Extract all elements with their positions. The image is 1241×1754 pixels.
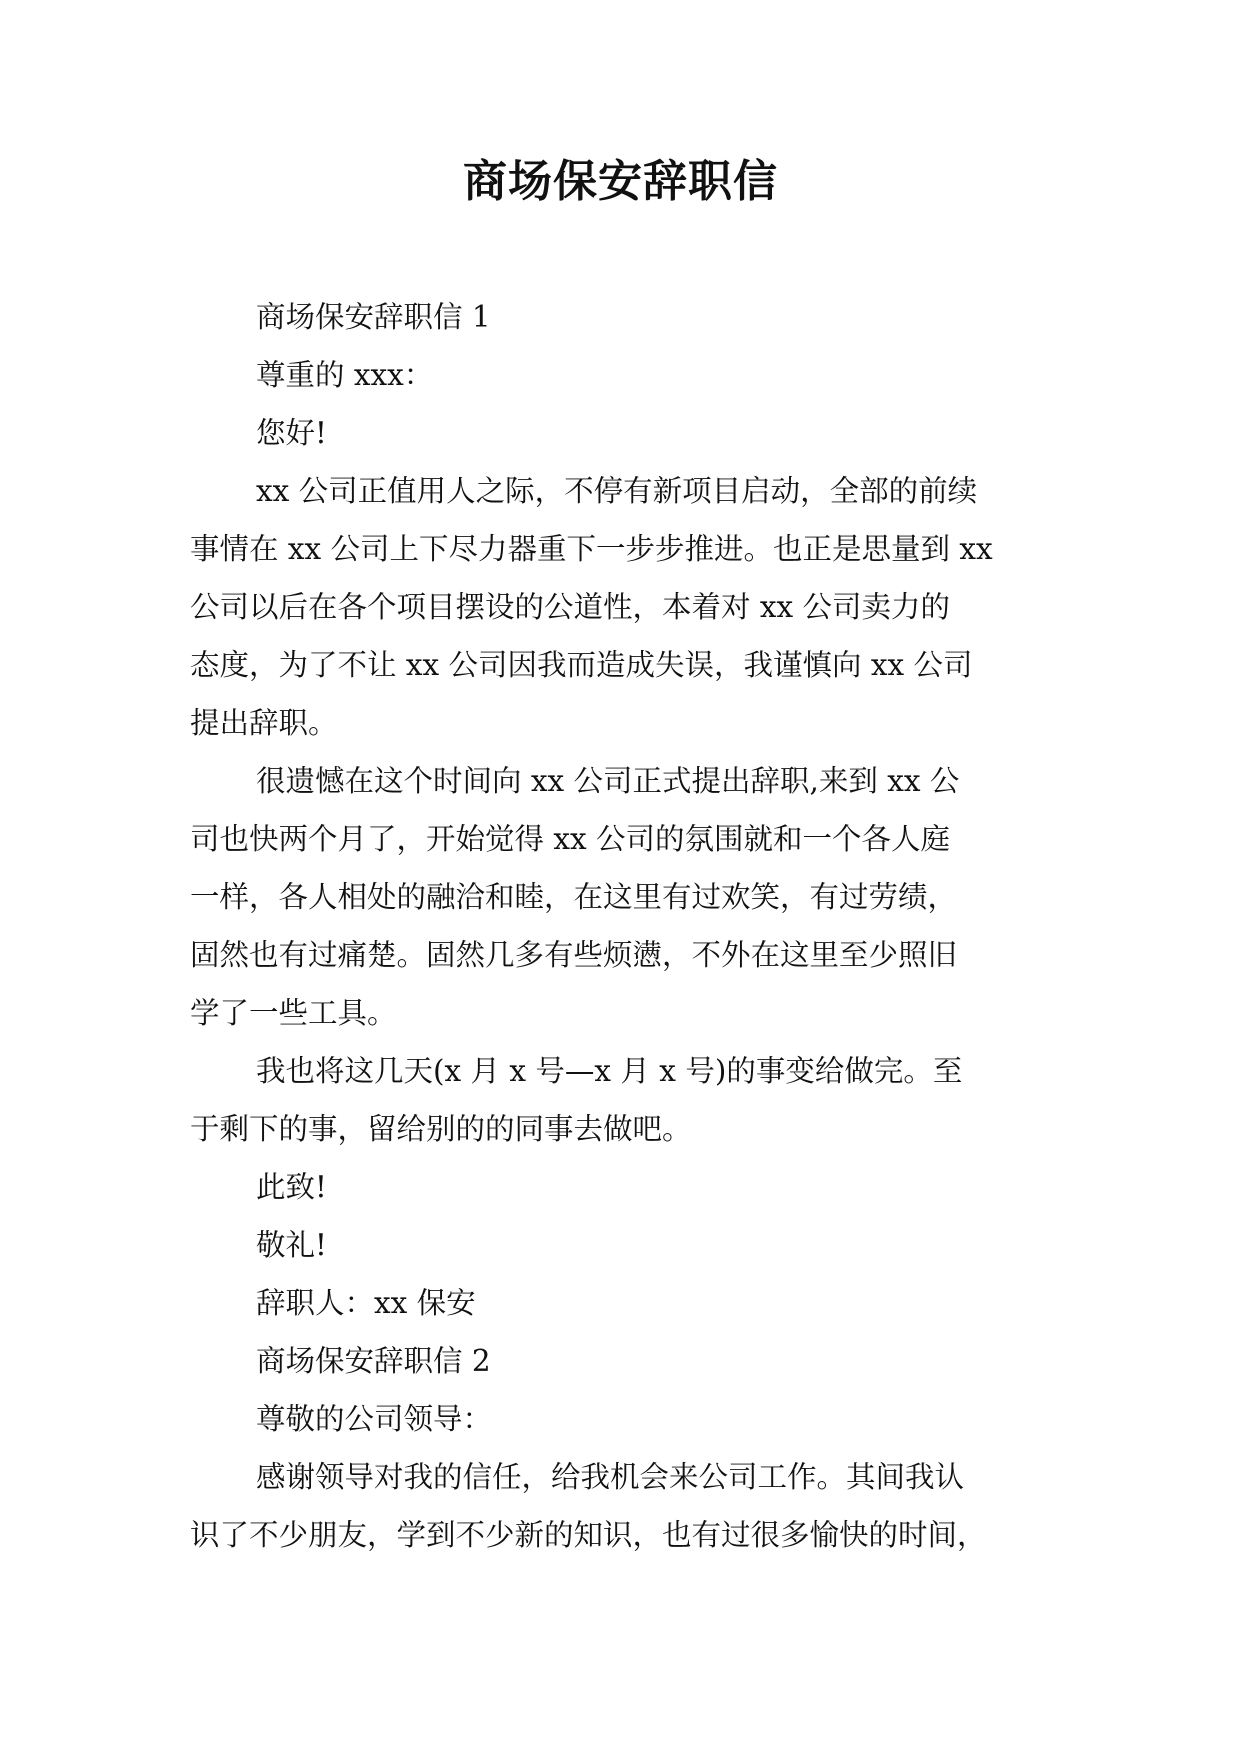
- document-title: 商场保安辞职信: [463, 156, 778, 207]
- document-body: [190, 288, 1052, 1564]
- text-line: 事情在 xx 公司上下尽力器重下一步步推进。也正是思量到 xx: [190, 532, 993, 566]
- text-line: 固然也有过痛楚。固然几多有些烦懑，不外在这里至少照旧: [190, 938, 958, 972]
- text-line: 于剩下的事，留给别的的同事去做吧。: [190, 1112, 692, 1146]
- text-line: 商场保安辞职信 1: [256, 300, 491, 334]
- text-line: 很遗憾在这个时间向 xx 公司正式提出辞职,来到 xx 公: [256, 764, 960, 798]
- text-line: 尊重的 xxx：: [256, 358, 434, 392]
- text-line: 识了不少朋友，学到不少新的知识，也有过很多愉快的时间，: [190, 1518, 987, 1552]
- text-line: 感谢领导对我的信任，给我机会来公司工作。其间我认: [256, 1460, 965, 1494]
- text-line: 此致!: [256, 1170, 327, 1204]
- text-line: 提出辞职。: [190, 706, 338, 740]
- text-line: 学了一些工具。: [190, 996, 397, 1030]
- text-line: 敬礼!: [256, 1228, 327, 1262]
- text-line: 公司以后在各个项目摆设的公道性，本着对 xx 公司卖力的: [190, 590, 951, 624]
- text-line: 尊敬的公司领导：: [256, 1402, 493, 1436]
- text-line: 态度，为了不让 xx 公司因我而造成失误，我谨慎向 xx 公司: [190, 648, 973, 682]
- text-line: 您好!: [256, 416, 327, 450]
- text-line: xx 公司正值用人之际，不停有新项目启动，全部的前续: [256, 474, 978, 508]
- text-line: 我也将这几天(x 月 x 号—x 月 x 号)的事变给做完。至: [256, 1054, 963, 1088]
- text-line: 商场保安辞职信 2: [256, 1344, 491, 1378]
- text-line: 辞职人：xx 保安: [256, 1286, 476, 1320]
- text-line: 一样，各人相处的融洽和睦，在这里有过欢笑，有过劳绩，: [190, 880, 958, 914]
- text-line: 司也快两个月了，开始觉得 xx 公司的氛围就和一个各人庭: [190, 822, 951, 856]
